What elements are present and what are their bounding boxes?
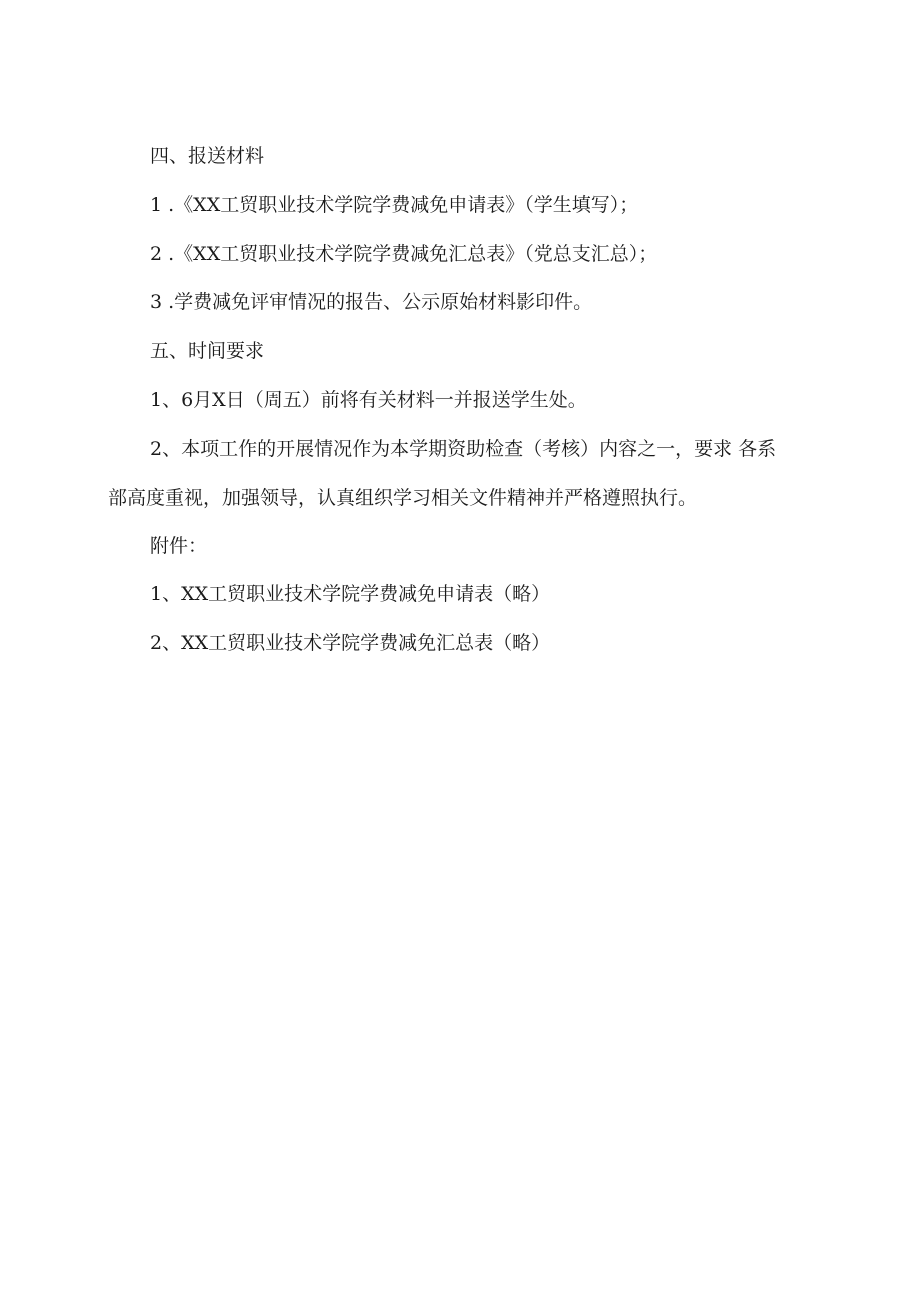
attachments-label: 附件： — [150, 535, 208, 557]
section-heading-timeline: 五、时间要求 — [150, 340, 265, 362]
timeline-item-2-line-1: 2、本项工作的开展情况作为本学期资助检查（考核）内容之一，要求 各系 — [150, 438, 777, 460]
materials-item-3: 3 .学费减免评审情况的报告、公示原始材料影印件。 — [150, 291, 593, 313]
materials-item-1: 1 .《XX工贸职业技术学院学费减免申请表》（学生填写）； — [150, 194, 639, 216]
timeline-item-2-line-2: 部高度重视，加强领导，认真组织学习相关文件精神并严格遵照执行。 — [108, 487, 698, 509]
timeline-item-1: 1、6月X日（周五）前将有关材料一并报送学生处。 — [150, 389, 587, 411]
attachment-item-1: 1、XX工贸职业技术学院学费减免申请表（略） — [150, 583, 551, 605]
materials-item-2: 2 .《XX工贸职业技术学院学费减免汇总表》（党总支汇总）； — [150, 243, 658, 265]
attachment-item-2: 2、XX工贸职业技术学院学费减免汇总表（略） — [150, 632, 551, 654]
section-heading-materials: 四、报送材料 — [150, 145, 265, 167]
